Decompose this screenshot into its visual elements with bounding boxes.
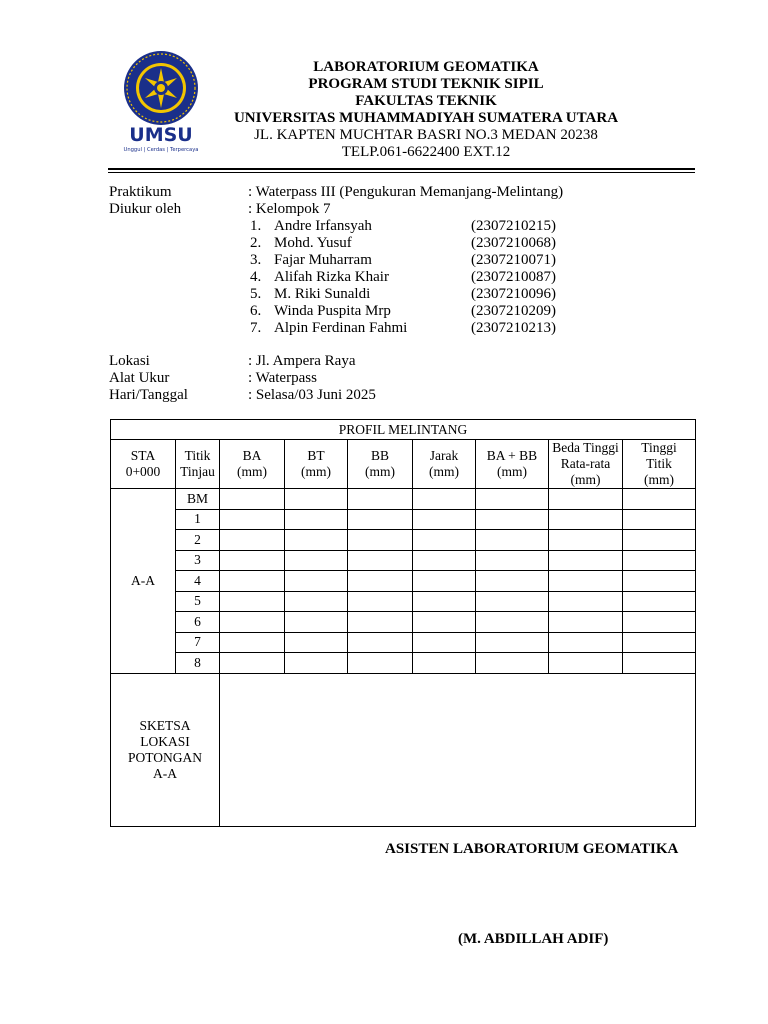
cell[interactable] [220,509,285,530]
cell[interactable] [285,509,348,530]
header-ba-bb: BA + BB (mm) [476,440,549,489]
sketch-area[interactable] [220,673,696,826]
cell[interactable] [476,591,549,612]
cell[interactable] [285,591,348,612]
table-row [111,632,696,653]
cell[interactable] [348,591,413,612]
cell[interactable] [285,550,348,571]
cell[interactable] [220,530,285,551]
cell[interactable] [220,612,285,633]
member-nim: (2307210209) [471,303,556,319]
cell[interactable] [413,489,476,510]
point-label: 3 [176,550,220,571]
cell[interactable] [285,612,348,633]
cell[interactable] [220,571,285,592]
cell[interactable] [476,571,549,592]
table-title: PROFIL MELINTANG [111,420,696,440]
cell[interactable] [348,489,413,510]
cell[interactable] [220,489,285,510]
cell[interactable] [623,530,696,551]
cell[interactable] [285,571,348,592]
cell[interactable] [285,653,348,674]
cell[interactable] [549,653,623,674]
member-no: 3. [250,252,262,268]
cell[interactable] [413,653,476,674]
point-label: 2 [176,530,220,551]
member-name: Fajar Muharram [274,252,372,268]
table-row [111,530,696,551]
header-bt: BT (mm) [285,440,348,489]
cell[interactable] [348,612,413,633]
cell[interactable] [549,632,623,653]
cell[interactable] [623,571,696,592]
lokasi-label: Lokasi [109,353,150,369]
lab-name: LABORATORIUM GEOMATIKA [313,59,539,75]
header-jarak: Jarak (mm) [413,440,476,489]
member-name: Andre Irfansyah [274,218,372,234]
cell[interactable] [220,591,285,612]
cell[interactable] [549,530,623,551]
member-no: 7. [250,320,262,336]
member-no: 6. [250,303,262,319]
cell[interactable] [476,530,549,551]
letterhead [208,59,644,161]
assistant-title: ASISTEN LABORATORIUM GEOMATIKA [385,841,679,857]
member-name: Alifah Rizka Khair [274,269,389,285]
table-row [111,509,696,530]
logo-text: UMSU [129,124,193,146]
member-name: Alpin Ferdinan Fahmi [274,320,408,336]
cell[interactable] [220,653,285,674]
cell[interactable] [623,489,696,510]
cell[interactable] [549,550,623,571]
point-label: BM [176,489,220,510]
table-row [111,550,696,571]
header-bb: BB (mm) [348,440,413,489]
cell[interactable] [413,591,476,612]
hari-label: Hari/Tanggal [109,387,188,403]
member-name: Winda Puspita Mrp [274,303,391,319]
cell[interactable] [413,612,476,633]
table-row [111,489,696,510]
cell[interactable] [549,612,623,633]
lokasi-value: : Jl. Ampera Raya [248,353,356,369]
point-label: 5 [176,591,220,612]
university: UNIVERSITAS MUHAMMADIYAH SUMATERA UTARA [233,110,619,126]
header-ba: BA (mm) [220,440,285,489]
alat-label: Alat Ukur [109,370,170,386]
cell[interactable] [476,489,549,510]
phone: TELP.061-6622400 EXT.12 [341,144,511,160]
header-tinggi-titik: Tinggi Titik (mm) [623,440,696,489]
member-no: 2. [250,235,262,251]
cell[interactable] [348,632,413,653]
alat-value: : Waterpass [248,370,317,386]
cell[interactable] [220,632,285,653]
cell[interactable] [285,489,348,510]
faculty: FAKULTAS TEKNIK [355,93,497,109]
cell[interactable] [348,530,413,551]
umsu-logo [117,50,205,154]
table-row [111,612,696,633]
member-nim: (2307210213) [471,320,556,336]
member-name: Mohd. Yusuf [274,235,352,251]
praktikum-label: Praktikum [109,184,172,200]
cell[interactable] [413,550,476,571]
cell[interactable] [285,530,348,551]
logo-tagline: Unggul | Cerdas | Terpercaya [123,147,199,153]
cell[interactable] [348,653,413,674]
cell[interactable] [476,509,549,530]
cell[interactable] [549,591,623,612]
cell[interactable] [348,550,413,571]
cell[interactable] [220,550,285,571]
point-label: 6 [176,612,220,633]
sketch-label: SKETSA LOKASI POTONGAN A-A [111,673,220,826]
member-no: 4. [250,269,262,285]
cell[interactable] [476,632,549,653]
table-row [111,591,696,612]
point-label: 7 [176,632,220,653]
cell[interactable] [348,509,413,530]
assistant-name: (M. ABDILLAH ADIF) [458,931,609,947]
cell[interactable] [476,550,549,571]
header-titik-tinjau: Titik Tinjau [176,440,220,489]
table-row [111,571,696,592]
member-name: M. Riki Sunaldi [274,286,371,302]
cell[interactable] [348,571,413,592]
header-rule-thin [108,172,695,173]
cell[interactable] [413,571,476,592]
address: JL. KAPTEN MUCHTAR BASRI NO.3 MEDAN 20238 [254,127,598,143]
member-nim: (2307210215) [471,218,556,234]
header-beda-tinggi: Beda Tinggi Rata-rata (mm) [549,440,623,489]
study-program: PROGRAM STUDI TEKNIK SIPIL [308,76,544,92]
cell[interactable] [413,509,476,530]
cell[interactable] [476,653,549,674]
cell[interactable] [623,612,696,633]
member-nim: (2307210071) [471,252,556,268]
member-nim: (2307210068) [471,235,556,251]
member-nim: (2307210096) [471,286,556,302]
member-no: 1. [250,218,262,234]
cell[interactable] [549,489,623,510]
point-label: 8 [176,653,220,674]
section-label: A-A [111,489,176,674]
diukur-label: Diukur oleh [109,201,182,217]
hari-value: : Selasa/03 Juni 2025 [248,387,376,403]
table-row [111,653,696,674]
cell[interactable] [623,509,696,530]
cell[interactable] [549,571,623,592]
point-label: 1 [176,509,220,530]
cell[interactable] [285,632,348,653]
cell[interactable] [623,550,696,571]
profil-melintang-table [110,419,696,827]
member-no: 5. [250,286,262,302]
cell[interactable] [623,653,696,674]
cell[interactable] [413,530,476,551]
cell[interactable] [476,612,549,633]
cell[interactable] [549,509,623,530]
header-sta: STA 0+000 [111,440,176,489]
diukur-value: : Kelompok 7 [248,201,331,217]
cell[interactable] [413,632,476,653]
praktikum-value: : Waterpass III (Pengukuran Memanjang-Melintang) [248,184,564,200]
member-nim: (2307210087) [471,269,556,285]
point-label: 4 [176,571,220,592]
cell[interactable] [623,591,696,612]
header-rule-thick [108,168,695,170]
cell[interactable] [623,632,696,653]
